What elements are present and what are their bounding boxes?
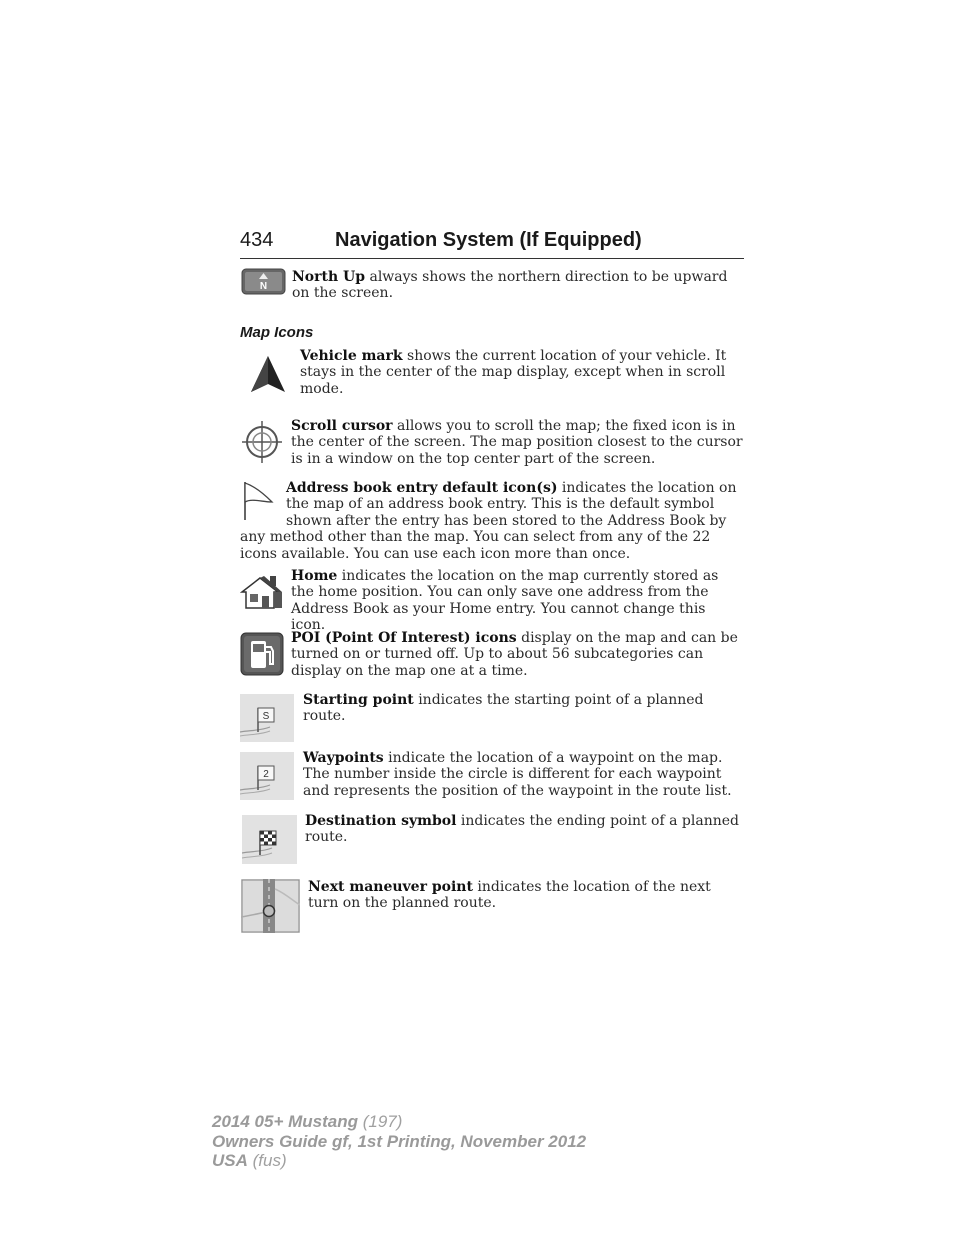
waypoint-flag-icon (240, 752, 294, 800)
footer-market: USA (212, 1151, 248, 1170)
address-book-text: indicates the location on the map of an address book entry. This is the default symbol shown after the entry has been stored to the Address Book by any method other than the map. You can select from any of the 22 icons available. You can use each icon more than once. (240, 480, 737, 562)
footer (212, 1112, 586, 1171)
poi-term: POI (Point Of Interest) icons (291, 630, 517, 646)
footer-model: 2014 05+ Mustang (212, 1112, 358, 1131)
address-book-entry (240, 480, 744, 562)
page-number: 434 (240, 229, 274, 251)
poi-entry (291, 630, 745, 679)
footer-market-code: (fus) (247, 1151, 287, 1170)
checkered-flag-icon (242, 815, 297, 864)
starting-point-entry (303, 692, 745, 725)
address-book-term: Address book entry default icon(s) (286, 480, 558, 496)
home-entry (291, 568, 743, 634)
north-up-text: always shows the northern direction to be upward on the screen. (292, 269, 728, 302)
crosshair-icon (241, 420, 283, 464)
waypoints-term: Waypoints (303, 750, 384, 766)
destination-term: Destination symbol (305, 813, 457, 829)
footer-line-3 (212, 1151, 586, 1171)
footer-model-code: (197) (358, 1112, 403, 1131)
destination-entry (305, 813, 745, 846)
start-badge: S (262, 711, 270, 722)
home-text: indicates the location on the map currently stored as the home position. You can only save one address from the Address Book as your Home entry. You cannot change this icon. (291, 568, 719, 634)
header-rule (240, 258, 744, 259)
poi-text: display on the map and can be turned on or turned off. Up to about 56 subcategories can display on the map one at a time. (291, 630, 738, 679)
footer-line-2 (212, 1132, 586, 1152)
waypoints-entry (303, 750, 745, 799)
scroll-cursor-entry (291, 418, 743, 467)
starting-point-text: indicates the starting point of a planned route. (303, 692, 704, 725)
vehicle-mark-entry (300, 348, 744, 397)
north-up-term: North Up (292, 269, 366, 285)
waypoint-badge: 2 (263, 769, 269, 780)
vehicle-mark-term: Vehicle mark (300, 348, 403, 364)
vehicle-mark-icon (248, 354, 288, 394)
footer-line-1 (212, 1112, 586, 1132)
footer-printing: Owners Guide gf, 1st Printing, November 2012 (212, 1131, 587, 1151)
destination-text: indicates the ending point of a planned route. (305, 813, 739, 846)
scroll-cursor-term: Scroll cursor (291, 418, 393, 434)
waypoints-text: indicate the location of a waypoint on the map. The number inside the circle is different for each waypoint and represents the position of the waypoint in the route list. (303, 750, 732, 799)
float-spacer (240, 480, 286, 528)
home-icon (240, 574, 284, 610)
start-flag-icon (240, 694, 294, 742)
section-title: Map Icons (240, 324, 314, 341)
next-maneuver-text: indicates the location of the next turn on the planned route. (308, 879, 711, 912)
north-up-entry (292, 269, 742, 302)
starting-point-term: Starting point (303, 692, 414, 708)
vehicle-mark-text: shows the current location of your vehicle. It stays in the center of the map display, except when in scroll mode. (300, 348, 727, 397)
home-term: Home (291, 568, 338, 584)
svg-text:N: N (259, 281, 268, 292)
page-title: Navigation System (If Equipped) (335, 229, 642, 251)
fuel-pump-icon (240, 632, 284, 676)
north-up-icon (241, 268, 286, 295)
next-maneuver-term: Next maneuver point (308, 879, 473, 895)
scroll-cursor-text: allows you to scroll the map; the fixed icon is in the center of the screen. The map position closest to the cursor is in a window on the top center part of the screen. (291, 418, 743, 467)
next-maneuver-entry (308, 879, 744, 912)
maneuver-point-icon (241, 879, 300, 933)
